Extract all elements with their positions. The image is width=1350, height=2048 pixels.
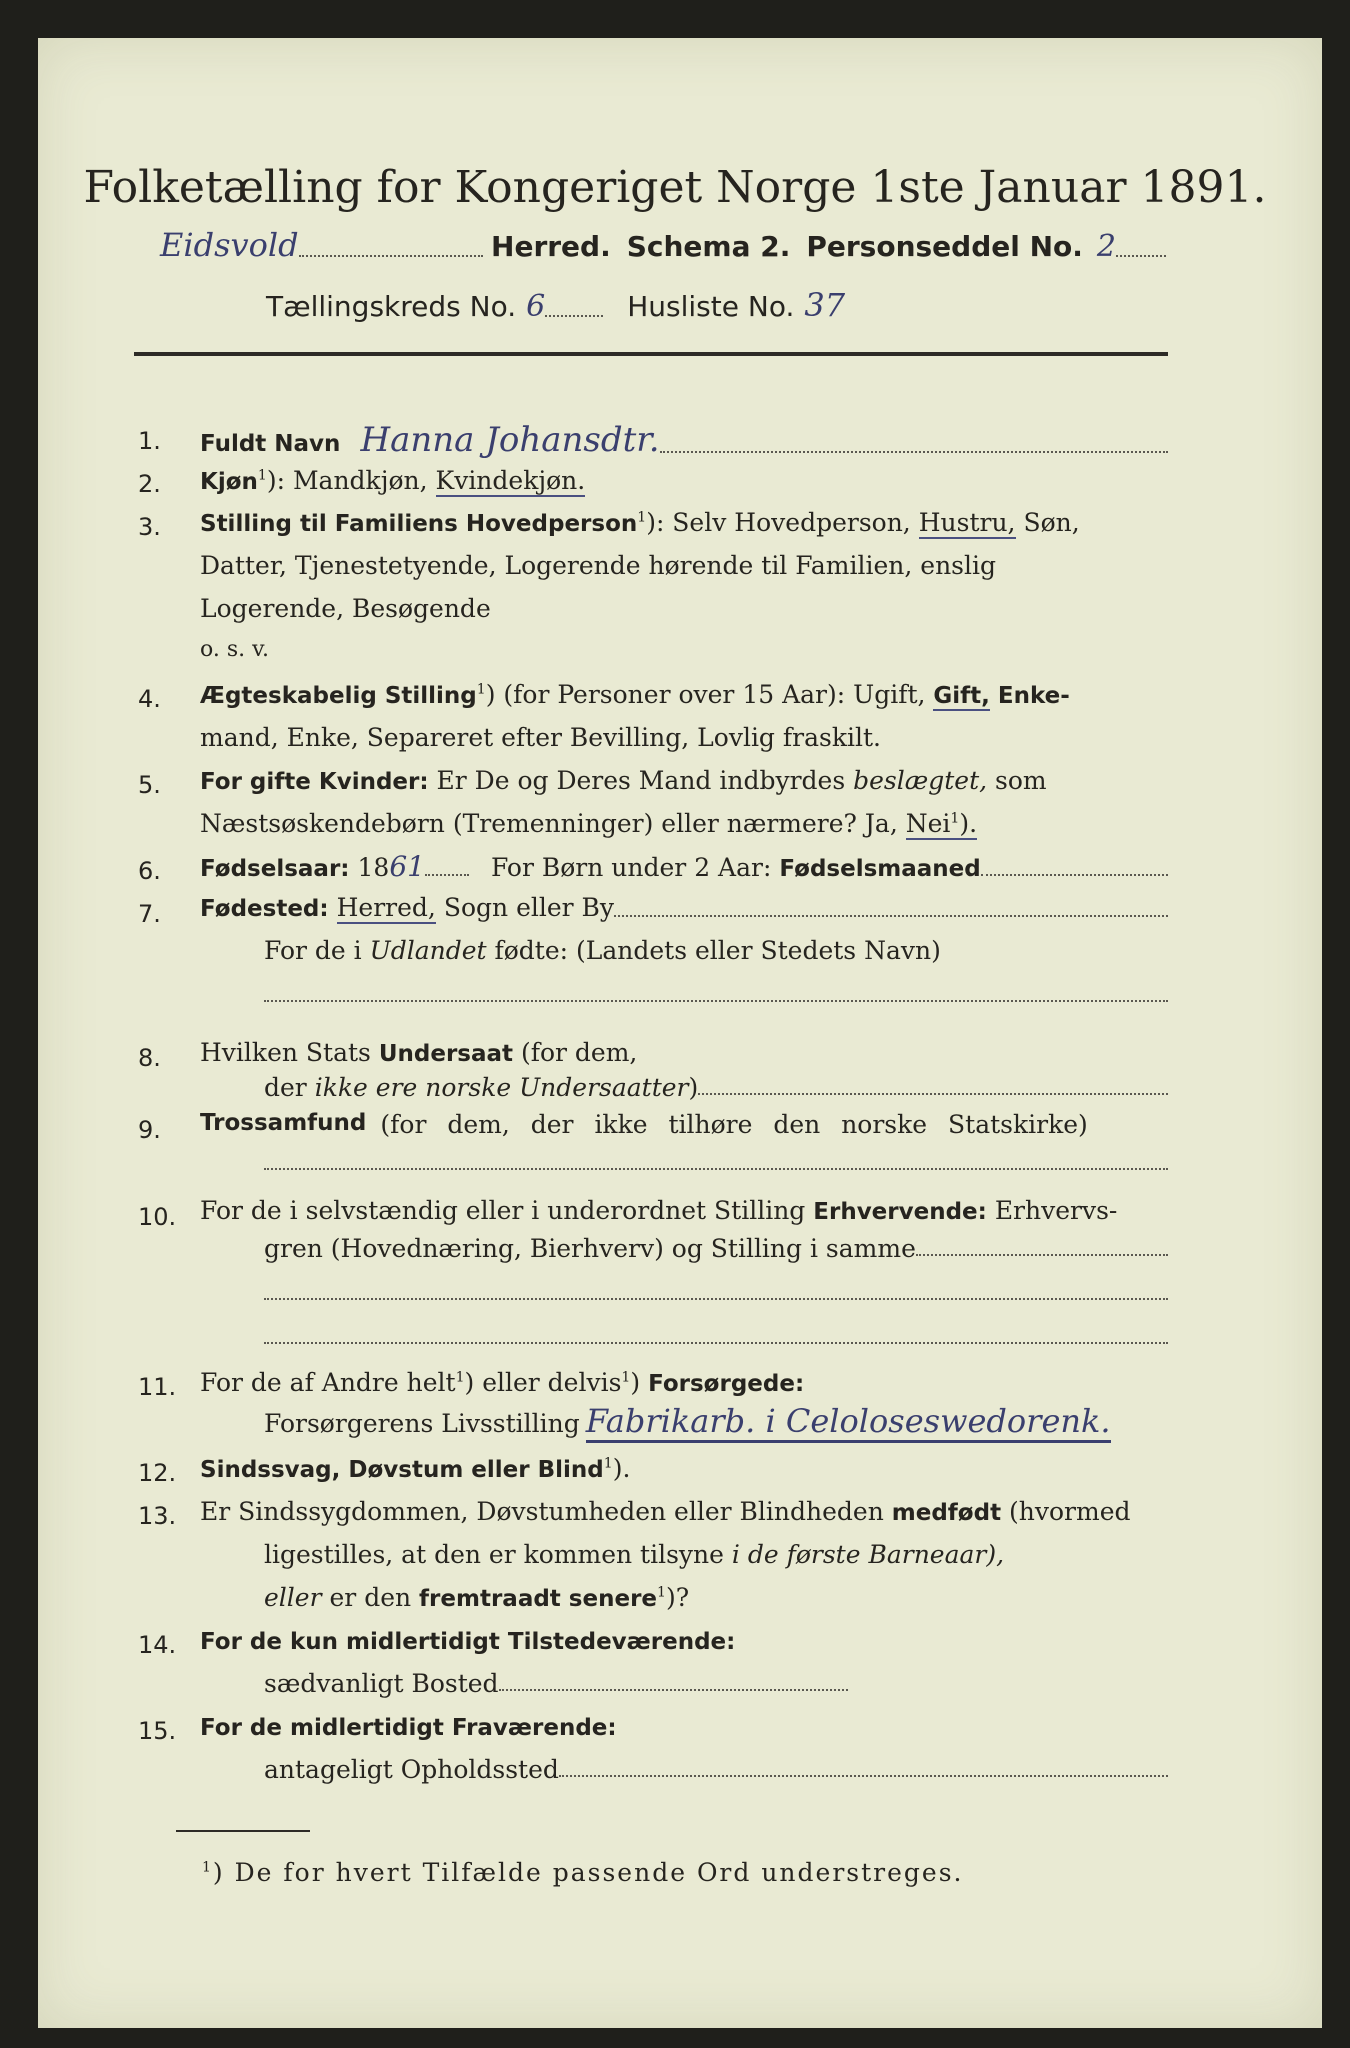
option-kvindekjon: Kvindekjøn.: [435, 466, 586, 495]
item-number: 10.: [138, 1203, 177, 1231]
husliste-value: 37: [804, 286, 846, 324]
item-dependents: For de af Andre helt$^1$) eller delvis$^1$) Forsørgede:: [200, 1368, 805, 1397]
footnote-rule: [176, 1830, 310, 1832]
item-number: 1.: [138, 427, 161, 455]
option-mandkjon: Mandkjøn,: [292, 466, 428, 495]
item-citizenship: Hvilken Stats Undersaat (for dem,: [200, 1038, 638, 1067]
item-occupation: For de i selvstændig eller i underordnet Stilling Erhvervende: Erhvervs-: [200, 1196, 1118, 1225]
option-nei: Nei$^1$).: [905, 809, 978, 838]
item-married-women: For gifte Kvinder: Er De og Deres Mand indbyrdes beslægtet, som: [200, 766, 1047, 795]
full-name-value: Hanna Johansdtr.: [360, 420, 660, 460]
header-row-2: [266, 286, 845, 324]
item-number: 3.: [138, 513, 161, 541]
item-number: 2.: [138, 470, 161, 498]
item-sex: Kjøn$^1$): Mandkjøn, Kvindekjøn.: [200, 466, 586, 495]
item-congenital: Er Sindssygdommen, Døvstumheden eller Blindheden medfødt (hvormed: [200, 1497, 1131, 1526]
item-number: 15.: [138, 1717, 177, 1745]
item-number: 12.: [138, 1459, 177, 1487]
herred-label: Herred.: [491, 230, 611, 263]
footnote: $^1$) De for hvert Tilfælde passende Ord understreges.: [202, 1858, 964, 1887]
item-number: 5.: [138, 771, 161, 799]
personseddel-label: Personseddel No.: [806, 230, 1083, 263]
item-number: 8.: [138, 1044, 161, 1072]
option-gift: Gift,: [933, 683, 990, 709]
form-title: Folketælling for Kongeriget Norge 1ste Januar 1891.: [83, 162, 1267, 213]
personseddel-value: 2: [1096, 229, 1116, 264]
item-number: 6.: [138, 857, 161, 885]
item-number: 13.: [138, 1502, 177, 1530]
item-number: 11.: [138, 1373, 177, 1401]
birth-year-value: 61: [389, 850, 425, 883]
header-rule: [134, 352, 1168, 356]
item-temporary-present: For de kun midlertidigt Tilstedeværende:: [200, 1629, 736, 1655]
item-marital-status: Ægteskabelig Stilling$^1$) (for Personer over 15 Aar): Ugift, Gift, Enke-: [200, 680, 1070, 709]
herred-value: Eidsvold: [160, 226, 299, 264]
item-number: 4.: [138, 685, 161, 713]
schema-label: Schema 2.: [626, 230, 791, 263]
item-number: 14.: [138, 1631, 177, 1659]
kreds-value: 6: [526, 289, 546, 324]
item-number: 7.: [138, 900, 161, 928]
item-temporary-absent: For de midlertidigt Fraværende:: [200, 1715, 617, 1741]
option-hustru: Hustru,: [918, 508, 1016, 537]
item-family-position: Stilling til Familiens Hovedperson$^1$): Selv Hovedperson, Hustru, Søn,: [200, 508, 1080, 537]
item-birth-year: Fødselsaar: 18 61 For Børn under 2 Aar: Fødselsmaaned: [200, 850, 1168, 883]
item-birthplace: Fødested: Herred, Sogn eller By: [200, 893, 1168, 924]
item-number: 9.: [138, 1116, 161, 1144]
provider-occupation-value: Fabrikarb. i Celoloseswedorenk.: [586, 1402, 1111, 1443]
husliste-label: Husliste No.: [627, 290, 795, 323]
item-religion: Trossamfund (for dem, der ikke tilhøre den norske Statskirke): [200, 1110, 1088, 1139]
item-disability: Sindssvag, Døvstum eller Blind$^1$).: [200, 1454, 631, 1483]
kreds-label: Tællingskreds No.: [266, 290, 517, 323]
option-herred: Herred,: [336, 893, 436, 922]
item-full-name: [200, 420, 1168, 460]
full-name-label: Fuldt Navn: [200, 431, 341, 457]
header-row-1: [134, 226, 1166, 264]
